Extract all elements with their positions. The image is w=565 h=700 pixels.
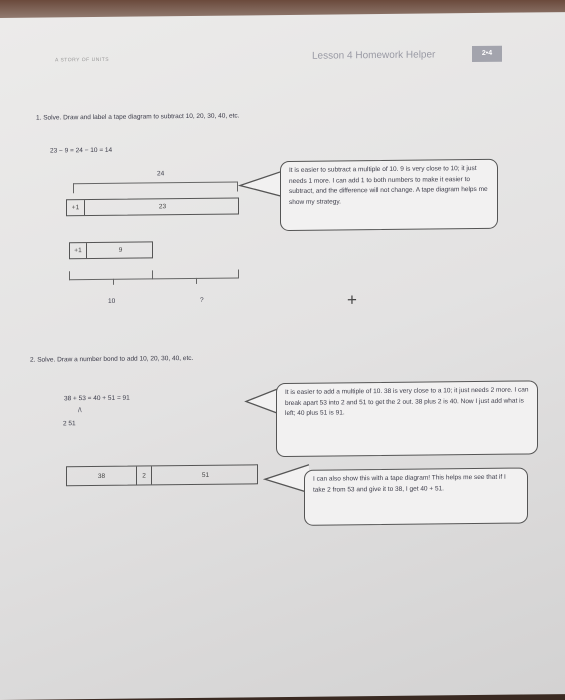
problem2-equation: 38 + 53 = 40 + 51 = 91 <box>64 394 130 403</box>
tape-diagram-top <box>66 197 239 216</box>
problem2-tape-bubble: I can also show this with a tape diagram! This helps me see that if I take 2 from 53 and give it to 38, I get 40 + 51. <box>304 467 528 525</box>
tape-cell-2: 2 <box>137 466 152 484</box>
cursor-mark: + <box>347 290 357 310</box>
lesson-title: Lesson 4 Homework Helper <box>312 49 436 62</box>
tape-cell-9: 9 <box>118 246 123 254</box>
number-bond-parts: 2 51 <box>63 420 76 428</box>
tape-cell-23: 23 <box>158 203 167 211</box>
brace-label-unknown: ? <box>200 296 204 304</box>
lesson-badge: 2•4 <box>472 46 502 62</box>
homework-page <box>0 12 565 700</box>
brace-bottom <box>69 277 239 280</box>
brace-left-tick <box>113 279 114 285</box>
tape-cell-plus1-b: +1 <box>70 243 87 258</box>
series-title: A STORY OF UNITS <box>55 56 110 64</box>
problem1-speech-bubble: It is easier to subtract a multiple of 10. 9 is very close to 10; it just needs 1 more. I can add 1 to both numbers to make it easier to subtract, and the difference will not change. A tape diagram helps me show my strategy. <box>280 159 498 231</box>
brace-right-tick <box>196 278 197 284</box>
brace-right-end <box>238 269 239 278</box>
problem1-instruction: 1. Solve. Draw and label a tape diagram to subtract 10, 20, 30, 40, etc. <box>36 112 240 122</box>
problem2-speech-bubble: It is easier to add a multiple of 10. 38 is very close to a 10; it just needs 2 more. I can break apart 53 into 2 and 51 to get the 2 out. 38 plus 2 is 40. Now I just add what is left; 40 plus 51 is 91. <box>276 380 538 457</box>
tape-cell-38: 38 <box>67 467 137 486</box>
bubble3-pointer <box>262 461 310 498</box>
problem2-instruction: 2. Solve. Draw a number bond to add 10, 20, 30, 40, etc. <box>30 354 194 364</box>
number-bond-branches: /\ <box>78 407 82 415</box>
total-bracket-top <box>73 182 238 185</box>
total-bracket-left <box>73 183 74 193</box>
tape-cell-plus1: +1 <box>67 200 85 215</box>
tape-total-label: 24 <box>157 170 165 178</box>
problem1-equation: 23 − 9 = 24 − 10 = 14 <box>50 146 113 155</box>
tape-diagram-problem2 <box>66 464 258 486</box>
brace-divider <box>152 270 153 279</box>
tape-cell-51: 51 <box>201 471 210 479</box>
brace-label-10: 10 <box>108 297 116 305</box>
tape-diagram-bottom <box>69 241 153 259</box>
